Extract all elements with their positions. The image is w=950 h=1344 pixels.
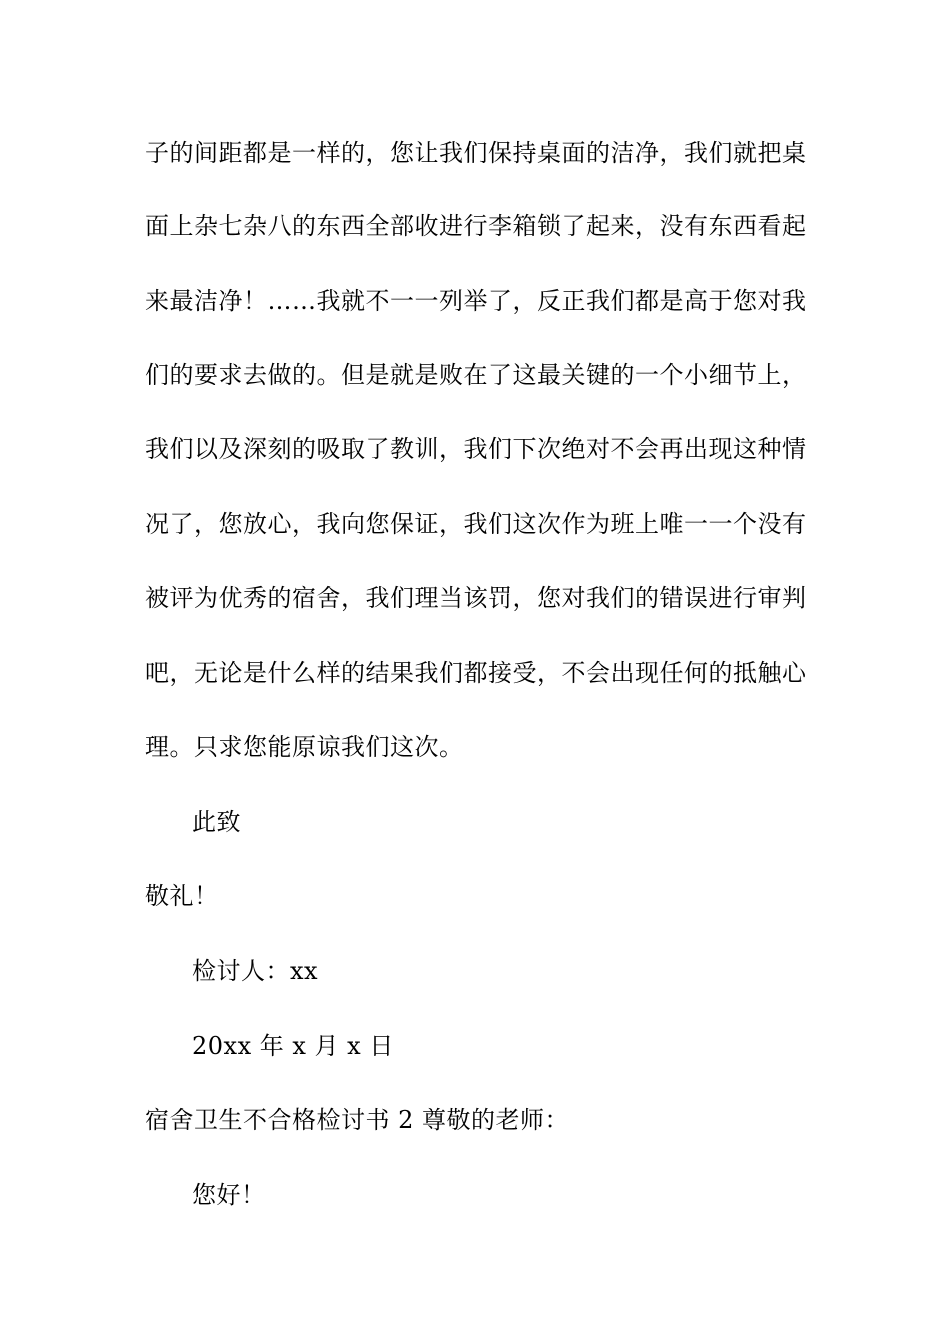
body-line: 况了，您放心，我向您保证，我们这次作为班上唯一一个没有 (145, 510, 807, 538)
greeting-text: 您好！ (192, 1181, 266, 1209)
body-line: 们的要求去做的。但是就是败在了这最关键的一个小细节上， (145, 361, 807, 389)
closing-text: 此致 (192, 808, 241, 836)
body-line: 面上杂七杂八的东西全部收进行李箱锁了起来，没有东西看起 (145, 212, 807, 240)
salute-text: 敬礼！ (145, 882, 219, 910)
body-line: 理。只求您能原谅我们这次。 (145, 733, 464, 761)
body-line: 来最洁净！……我就不一一列举了，反正我们都是高于您对我 (145, 287, 807, 315)
signer-text: 检讨人：xx (192, 957, 319, 985)
body-line: 我们以及深刻的吸取了教训，我们下次绝对不会再出现这种情 (145, 435, 807, 463)
body-line: 被评为优秀的宿舍，我们理当该罚，您对我们的错误进行审判 (145, 584, 807, 612)
body-line: 子的间距都是一样的，您让我们保持桌面的洁净，我们就把桌 (145, 139, 807, 167)
date-text: 20xx 年 x 月 x 日 (192, 1032, 394, 1060)
next-letter-title: 宿舍卫生不合格检讨书 2 尊敬的老师： (145, 1106, 570, 1134)
body-line: 吧，无论是什么样的结果我们都接受，不会出现任何的抵触心 (145, 659, 807, 687)
